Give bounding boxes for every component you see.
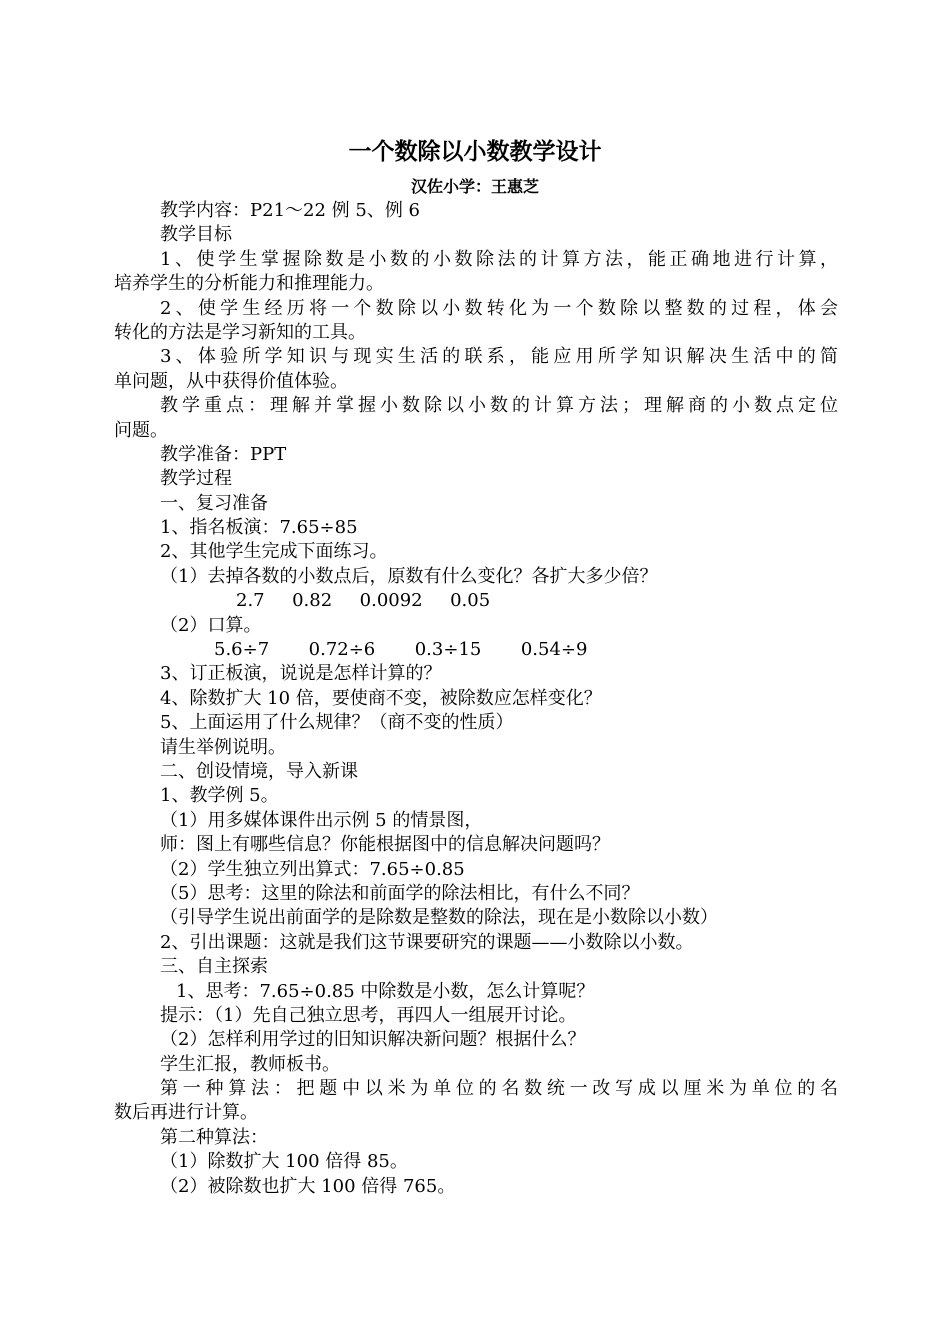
text-line: 单问题，从中获得价值体验。 <box>114 370 348 392</box>
text-line: （1）用多媒体课件出示例 5 的情景图， <box>160 809 483 831</box>
section-heading: 教学过程 <box>160 468 232 490</box>
practice-number: 0.0092 <box>359 590 423 612</box>
mental-math-item: 0.54÷9 <box>520 639 588 661</box>
text-line: 2、使学生经历将一个数除以小数转化为一个数除以整数的过程，体会 <box>160 297 838 319</box>
text-line: 师：图上有哪些信息？你能根据图中的信息解决问题吗？ <box>160 834 610 856</box>
text-line: 教学重点：理解并掌握小数除以小数的计算方法；理解商的小数点定位 <box>160 395 838 417</box>
text-line: 培养学生的分析能力和推理能力。 <box>114 273 384 295</box>
section-heading: 一、复习准备 <box>160 492 268 514</box>
mental-math-item: 5.6÷7 <box>214 639 270 661</box>
text-line: 第一种算法：把题中以米为单位的名数统一改写成以厘米为单位的名 <box>160 1078 838 1100</box>
text-line: （2）口算。 <box>160 614 262 636</box>
section-heading: 三、自主探索 <box>160 956 268 978</box>
text-line: 2、引出课题：这就是我们这节课要研究的课题——小数除以小数。 <box>160 931 694 953</box>
text-line: 2、其他学生完成下面练习。 <box>160 541 388 563</box>
text-line: 4、除数扩大 10 倍，要使商不变，被除数应怎样变化？ <box>160 687 602 709</box>
mental-math-row <box>114 638 838 662</box>
text-line: 3、订正板演，说说是怎样计算的？ <box>160 663 442 685</box>
practice-number: 0.05 <box>450 590 491 612</box>
text-line: 5、上面运用了什么规律？（商不变的性质） <box>160 712 514 734</box>
practice-number: 0.82 <box>292 590 333 612</box>
text-line: （2）怎样利用学过的旧知识解决新问题？根据什么？ <box>160 1029 586 1051</box>
section-heading: 教学目标 <box>160 224 232 246</box>
document-author: 汉佐小学：王惠芝 <box>410 177 539 196</box>
text-line: 1、教学例 5。 <box>160 785 279 807</box>
text-line: 3、体验所学知识与现实生活的联系，能应用所学知识解决生活中的简 <box>160 346 838 368</box>
text-line: （1）去掉各数的小数点后，原数有什么变化？各扩大多少倍？ <box>160 565 658 587</box>
text-line: （5）思考：这里的除法和前面学的除法相比，有什么不同？ <box>160 882 640 904</box>
text-line: 提示：（1）先自己独立思考，再四人一组展开讨论。 <box>160 1004 577 1026</box>
text-line: 问题。 <box>114 419 168 441</box>
text-line: 转化的方法是学习新知的工具。 <box>114 321 366 343</box>
text-line: （2）学生独立列出算式：7.65÷0.85 <box>160 858 465 880</box>
text-line: 学生汇报，教师板书。 <box>160 1053 340 1075</box>
practice-number: 2.7 <box>236 590 265 612</box>
text-line: 1、使学生掌握除数是小数的小数除法的计算方法，能正确地进行计算， <box>160 248 838 270</box>
text-line: （1）除数扩大 100 倍得 85。 <box>160 1151 408 1173</box>
text-line: 1、思考：7.65÷0.85 中除数是小数，怎么计算呢？ <box>176 980 595 1002</box>
text-line: （引导学生说出前面学的是除数是整数的除法，现在是小数除以小数） <box>160 907 718 929</box>
text-line: 1、指名板演：7.65÷85 <box>160 517 358 539</box>
text-line: 数后再进行计算。 <box>114 1102 258 1124</box>
section-heading: 二、创设情境，导入新课 <box>160 760 358 782</box>
mental-math-item: 0.72÷6 <box>308 639 376 661</box>
document-body <box>114 199 838 1199</box>
text-line: 第二种算法： <box>160 1126 268 1148</box>
text-line: 请生举例说明。 <box>160 736 286 758</box>
practice-numbers-row <box>114 589 838 613</box>
text-line: 教学内容：P21～22 例 5、例 6 <box>160 200 420 221</box>
text-line: 教学准备：PPT <box>160 443 287 465</box>
document-title: 一个数除以小数教学设计 <box>348 138 602 165</box>
text-line: （2）被除数也扩大 100 倍得 765。 <box>160 1175 456 1197</box>
mental-math-item: 0.3÷15 <box>414 639 482 661</box>
